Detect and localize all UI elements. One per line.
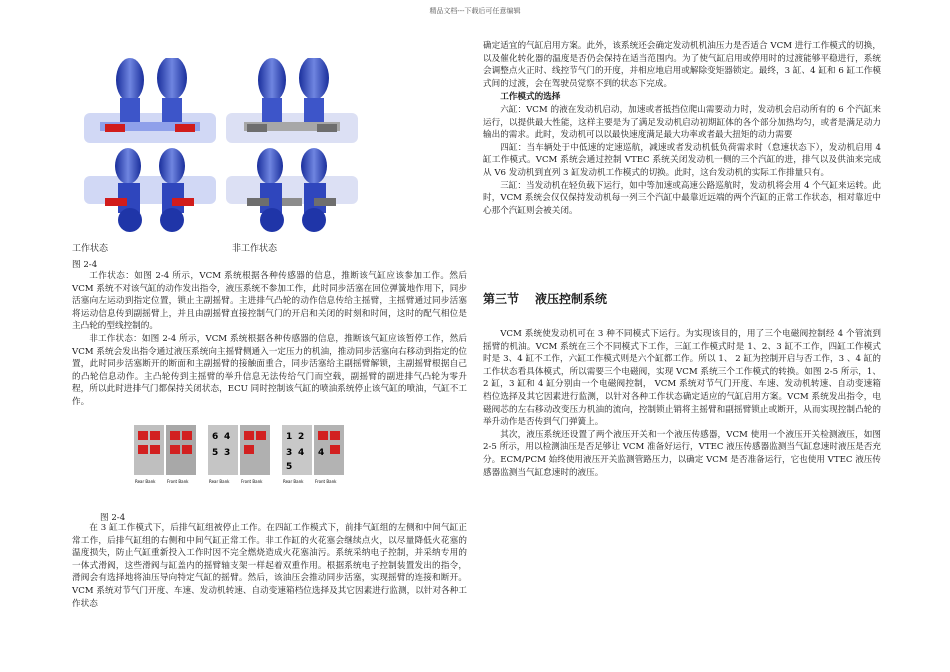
strip-label-5: Front Bank — [315, 479, 337, 484]
section-title: 液压控制系统 — [535, 292, 608, 306]
paragraph-not-working: 非工作状态：如图 2-4 所示，VCM 系统根据各种传感器的信息，推断该气缸应该暂停工作，然后 VCM 系统会发出指令通过液压系统向主摇臂侧通入一定压力的机油，推动同步活塞向右移动到指定的位置，此时同步活塞断开的断面和主副摇臂的接触面重合，同步活塞给主副摇臂解锁，主副摇臂根据自己的凸轮信息动作。主凸轮传到主摇臂的举升信息无法传给气门而空载，副摇臂的副进排气凸轮为零升程，所以此时进排气门都保持关闭状态，ECU 同时控制该气缸的喷油系统停止该气缸的喷油，气缸不工作。 — [72, 333, 467, 407]
paragraph-three-cyl: 三缸：当发动机在轻负载下运行，如中等加速或高速公路巡航时，发动机将会用 4 个气缸来运转。此时，VCM 系统会仅仅保持发动机每一列三个汽缸中最靠近远端的两个汽缸的正常工作状态，相对靠近中心那个汽缸则会被关闭。 — [483, 180, 881, 216]
paragraph-hydraulic-2: 其次，液压系统还设置了两个液压开关和一个液压传感器，VCM 使用一个液压开关检测液压，如图 2-5 所示，用以检测油压是否足够让 VCM 准备好运行，VTEC 液压传感器监测当气缸怠速时液压是否充分。ECM/PCM 始终使用液压开关监测管路压力，以确定 VCM 是否准备运行，它也使用 VTEC 液压传感器监测当气缸怠速时的液压。 — [483, 429, 881, 478]
strip-label-2: Rear Bank — [209, 479, 230, 484]
strip-number-1: 4 — [224, 432, 231, 442]
paragraph-six-cyl: 六缸：VCM 的液在发动机启动，加速或者抵挡位爬山需要动力时，发动机会启动所有的 6 个汽缸来运行，以提供最大性能，这样主要是为了满足发动机启动初期缸体的各个部分加热均匀，或者是满足动力输出的需求。此时，发动机可以以最快速度满足最大功率或者最大扭矩的动力需要 — [483, 104, 881, 141]
strip-number-5: 2 — [298, 432, 305, 442]
strip-number-6: 3 — [286, 448, 293, 458]
subheading-mode-selection: 工作模式的选择 — [500, 92, 561, 103]
figure-caption-2: 图 2-4 — [100, 513, 126, 523]
left-column-lower — [72, 522, 467, 610]
figure-caption-1: 图 2-4 — [72, 260, 98, 270]
mode-3-cyl — [282, 425, 344, 484]
label-not-working: 非工作状态 — [232, 244, 278, 254]
paragraph-four-cyl: 四缸：当车辆处于中低速的定速巡航，减速或者发动机低负荷需求时（怠速状态下），发动机启用 4 缸工作模式。VCM 系统会通过控制 VTEC 系统关闭发动机一侧的三个汽缸的进，排气以及供油来完成从 V6 发动机到直列 3 缸发动机工作模式的切换。此时，这台发动机的实际工作排量只有。 — [483, 142, 881, 178]
label-working: 工作状态 — [72, 244, 109, 254]
section-heading — [483, 290, 623, 307]
engine-idle-illustration — [222, 58, 362, 233]
strip-label-0: Rear Bank — [135, 479, 156, 484]
section-number: 第三节 — [483, 292, 520, 306]
strip-number-2: 5 — [212, 448, 219, 458]
cylinder-mode-diagram — [132, 417, 347, 497]
paragraph-working: 工作状态：如图 2-4 所示，VCM 系统根据各种传感器的信息，推断该气缸应该参加工作。然后 VCM 系统不对该气缸的动作发出指令，液压系统不参加工作，此时同步活塞在回位弹簧地作用下，同步活塞向左运动到指定位置，锁止主副摇臂。主进排气凸轮的动作信息传给主摇臂，主摇臂通过同步活塞将运动信息传到副摇臂上，并且由副摇臂直接控制气门的开启和关闭的时刻和时间，这时的配气相位是主凸轮的型线控制的。 — [72, 271, 467, 332]
strip-label-1: Front Bank — [167, 479, 189, 484]
strip-number-8: 5 — [286, 462, 293, 472]
paragraph-modes: 在 3 缸工作模式下，后排气缸组被停止工作。在四缸工作模式下，前排气缸组的左侧和中间气缸正常工作，后排气缸组的右侧和中间气缸正常工作。非工作缸的火花塞会继续点火，以尽量降低火花塞的温度损失，防止气缸重新投入工作时因不完全燃烧造成火花塞油污。系统采纳电子控制，并采纳专用的一体式滑阀，这些滑阀与缸盖内的摇臂轴支架一样起着双重作用。根据系统电子控制装置发出的指令，滑阀会有选择地将油压导向特定气缸的摇臂。然后，该油压会推动同步活塞，实现摇臂的连接和断开。 VCM 系统对节气门开度、车速、发动机转速、自动变速箱档位选择及其它因素进行监测，以针对各种工作状态 — [72, 523, 467, 609]
engine-working-illustration — [80, 58, 220, 233]
right-column-lower — [483, 328, 881, 479]
paragraph-continued: 确定适宜的气缸启用方案。此外，该系统还会确定发动机机油压力是否适合 VCM 进行工作模式的切换，以及催化转化器的温度是否仍会保持在适当范围内。为了使气缸启用或停用时的过渡能够平稳进行，系统会调整点火正时、线控节气门的开度，并相应地启用或解除变矩器锁定。最终，3 缸、4 缸和 6 缸工作模式间的过渡，会在驾驶员觉察不到的状态下完成。 — [483, 41, 881, 89]
strip-label-4: Rear Bank — [283, 479, 304, 484]
strip-number-7: 4 — [298, 448, 305, 458]
left-column — [72, 270, 467, 409]
strip-label-3: Front Bank — [241, 479, 263, 484]
page-header: 精品文档---下载后可任意编辑 — [429, 7, 521, 15]
strip-number-4: 1 — [286, 432, 293, 442]
strip-number-0: 6 — [212, 432, 219, 442]
paragraph-hydraulic-1: VCM 系统使发动机可在 3 种不同模式下运行。为实现该目的，用了三个电磁阀控制经 4 个管流到摇臂的机油。VCM 系统在三个不同模式下工作，三缸工作模式时是 1、2、3 缸不工作，四缸工作模式时是 3、4 缸不工作，六缸工作模式则是六个缸都工作。所以 1、 2 缸为控制开启与否工作，3 、4 缸的工作状态看具体模式，所以需要三个电磁阀，实现 VCM 系统三个工作模式的转换。如图 2-5 所示，1、 2 缸，3 缸和 4 缸分别由一个电磁阀控制， VCM 系统对节气门开度、车速、发动机转速、自动变速箱档位选择及其它因素进行监测，以针对各种工作状态确定适应的气缸启用方案。VCM 系统发出指令，电磁阀芯的左右移动改变压力机油的流向，控制锁止销将主摇臂和副摇臂锁止或断开，从而实现控制凸轮的举升动作是否传到气门弹簧上。 — [483, 329, 881, 428]
strip-number-3: 3 — [224, 448, 231, 458]
strip-number-9: 4 — [318, 448, 325, 458]
right-column — [483, 40, 881, 217]
mode-4-cyl — [208, 425, 270, 484]
mode-6-cyl — [134, 425, 196, 484]
